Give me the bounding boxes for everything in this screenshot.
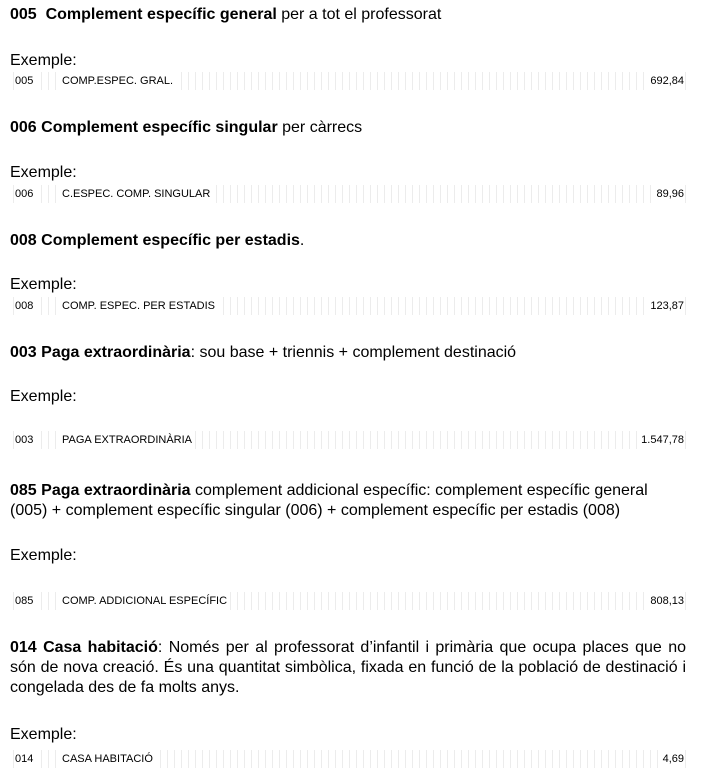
- row-amount: 123,87: [648, 297, 684, 315]
- example-label: Exemple:: [10, 164, 77, 181]
- row-amount: 692,84: [648, 72, 684, 90]
- row-code: 085: [15, 592, 35, 610]
- example-label: Exemple:: [10, 52, 77, 69]
- heading-005: [10, 5, 686, 25]
- example-row-005: [10, 72, 686, 90]
- heading-title: Casa habitació: [43, 639, 158, 656]
- heading-code: 003: [10, 344, 37, 361]
- heading-title: Complement específic singular: [41, 119, 278, 136]
- heading-008: [10, 231, 686, 251]
- heading-006: [10, 118, 686, 138]
- row-description: C.ESPEC. COMP. SINGULAR: [62, 185, 212, 203]
- row-description: CASA HABITACIÓ: [62, 750, 155, 768]
- heading-rest: complement addicional específic: complement específic general (005) + complement específic singular (006) + complement específic per estadis (008): [10, 482, 648, 519]
- heading-title: Paga extraordinària: [41, 482, 191, 499]
- row-amount: 1.547,78: [639, 431, 684, 449]
- heading-rest: per càrrecs: [277, 119, 363, 136]
- row-description: COMP. ESPEC. PER ESTADIS: [62, 297, 217, 315]
- heading-title: Complement específic per estadis: [41, 232, 300, 249]
- example-label: Exemple:: [10, 547, 77, 564]
- example-label: Exemple:: [10, 388, 77, 405]
- example-row-003: [10, 431, 686, 449]
- heading-code: 008: [10, 232, 37, 249]
- example-row-008: [10, 297, 686, 315]
- heading-code: 014: [10, 639, 37, 656]
- row-code: 008: [15, 297, 35, 315]
- heading-085: [10, 481, 686, 521]
- row-description: COMP. ADDICIONAL ESPECÍFIC: [62, 592, 229, 610]
- heading-code: 006: [10, 119, 37, 136]
- example-label: Exemple:: [10, 726, 77, 743]
- row-code: 006: [15, 185, 35, 203]
- heading-rest: : Només per al professorat d’infantil i primària que ocupa places que no són de nova creació. És una quantitat simbòlica, fixada en funció de la població de destinació i congelada des de fa molts anys.: [10, 639, 686, 696]
- heading-code: 085: [10, 482, 37, 499]
- heading-code: 005: [10, 6, 37, 23]
- example-row-085: [10, 592, 686, 610]
- example-row-006: [10, 185, 686, 203]
- row-amount: 808,13: [648, 592, 684, 610]
- heading-rest: : sou base + triennis + complement destinació: [190, 344, 517, 361]
- heading-title: Complement específic general: [45, 6, 277, 23]
- row-description: COMP.ESPEC. GRAL.: [62, 72, 175, 90]
- row-amount: 89,96: [654, 185, 684, 203]
- row-code: 003: [15, 431, 35, 449]
- heading-title: Paga extraordinària: [41, 344, 191, 361]
- heading-rest: .: [299, 232, 305, 249]
- row-amount: 4,69: [661, 750, 684, 768]
- heading-003: [10, 343, 686, 363]
- heading-rest: per a tot el professorat: [276, 6, 442, 23]
- row-description: PAGA EXTRAORDINÀRIA: [62, 431, 194, 449]
- row-code: 014: [15, 750, 35, 768]
- example-label: Exemple:: [10, 276, 77, 293]
- heading-014: [10, 638, 686, 698]
- row-code: 005: [15, 72, 35, 90]
- example-row-014: [10, 750, 686, 768]
